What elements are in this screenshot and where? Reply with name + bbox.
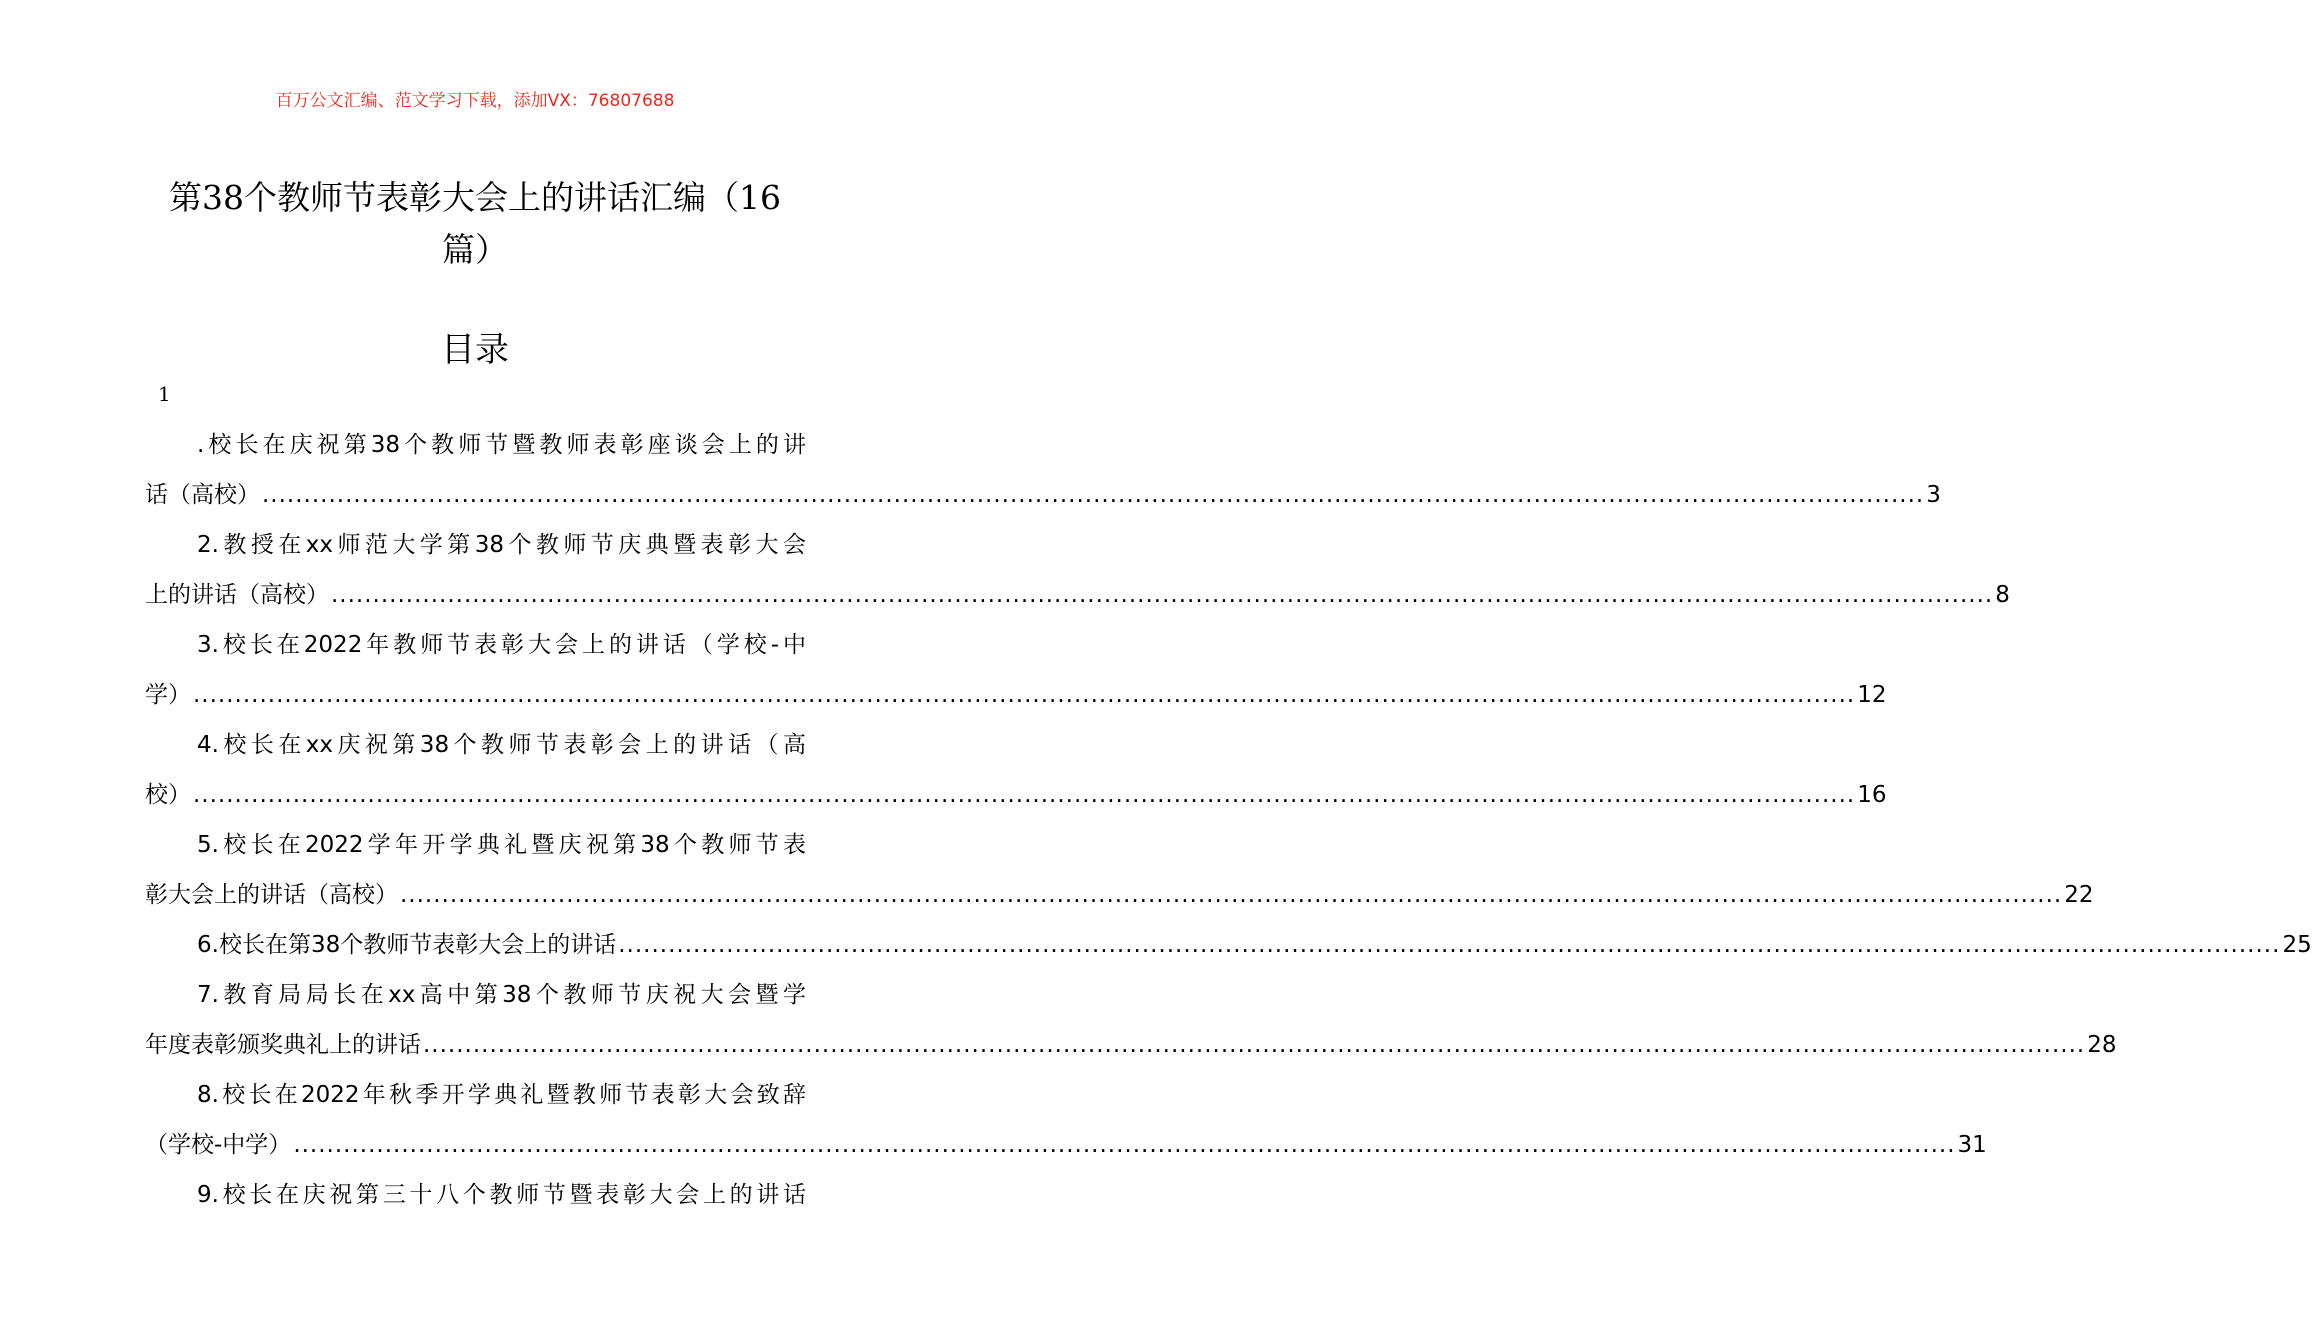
dot-leader: ........................................................................................................................................................................................................ bbox=[293, 1132, 1956, 1158]
toc-entry[interactable] bbox=[145, 820, 2094, 920]
toc-entry-title-continued: 学） bbox=[145, 682, 191, 708]
dot-leader: ........................................................................................................................................................................................................ bbox=[423, 1032, 2086, 1058]
toc-entry-title-continued: 彰大会上的讲话（高校） bbox=[145, 882, 398, 908]
toc-entry-title: 7.教育局局长在xx高中第38个教师节庆祝大会暨学 bbox=[197, 982, 806, 1008]
toc-entry[interactable] bbox=[145, 1170, 806, 1220]
toc-entry-title: .校长在庆祝第38个教师节暨教师表彰座谈会上的讲 bbox=[197, 432, 806, 458]
toc-entry-title-continued: 上的讲话（高校） bbox=[145, 582, 329, 608]
toc-entry[interactable] bbox=[145, 1070, 1987, 1170]
toc-page-number: 25 bbox=[2282, 932, 2312, 958]
toc-page-number: 3 bbox=[1926, 482, 1941, 508]
header-note: 百万公文汇编、范文学习下载，添加VX：76807688 bbox=[275, 91, 675, 111]
toc-page-number: 16 bbox=[1857, 782, 1887, 808]
toc-page-number: 8 bbox=[1995, 582, 2010, 608]
toc-entry-title: 8.校长在2022年秋季开学典礼暨教师节表彰大会致辞 bbox=[197, 1082, 806, 1108]
toc-entry-title-continued: 年度表彰颁奖典礼上的讲话 bbox=[145, 1032, 421, 1058]
toc-page-number: 28 bbox=[2087, 1032, 2117, 1058]
dot-leader: ........................................................................................................................................................................................................ bbox=[262, 482, 1925, 508]
toc-entry-title: 3.校长在2022年教师节表彰大会上的讲话（学校-中 bbox=[197, 632, 806, 658]
toc-entry[interactable] bbox=[145, 970, 2117, 1070]
toc-entry[interactable] bbox=[145, 720, 1887, 820]
dot-leader: ........................................................................................................................................................................................................ bbox=[400, 882, 2063, 908]
dot-leader: ........................................................................................................................................................................................................ bbox=[618, 932, 2281, 958]
page-number-label: 1 bbox=[158, 382, 171, 406]
toc-entry-title: 6.校长在第38个教师节表彰大会上的讲话 bbox=[197, 932, 617, 958]
toc-entry[interactable] bbox=[145, 620, 1887, 720]
toc-entry[interactable] bbox=[145, 520, 2010, 620]
dot-leader: ........................................................................................................................................................................................................ bbox=[331, 582, 1994, 608]
document-title: 第38个教师节表彰大会上的讲话汇编（16 篇） bbox=[169, 178, 781, 269]
toc-entry-title-continued: 校） bbox=[145, 782, 191, 808]
table-of-contents bbox=[145, 420, 2312, 1220]
dot-leader: ........................................................................................................................................................................................................ bbox=[193, 782, 1856, 808]
toc-entry-title: 5.校长在2022学年开学典礼暨庆祝第38个教师节表 bbox=[197, 832, 806, 858]
toc-entry-title: 4.校长在xx庆祝第38个教师节表彰会上的讲话（高 bbox=[197, 732, 806, 758]
toc-page-number: 31 bbox=[1957, 1132, 1987, 1158]
toc-entry[interactable] bbox=[145, 920, 2312, 970]
toc-page-number: 22 bbox=[2064, 882, 2094, 908]
toc-entry[interactable] bbox=[145, 420, 1941, 520]
toc-entry-title: 9.校长在庆祝第三十八个教师节暨表彰大会上的讲话 bbox=[197, 1182, 806, 1208]
toc-entry-title-continued: 话（高校） bbox=[145, 482, 260, 508]
toc-page-number: 12 bbox=[1857, 682, 1887, 708]
toc-entry-title-continued: （学校-中学） bbox=[145, 1132, 292, 1158]
toc-heading: 目录 bbox=[441, 330, 509, 370]
toc-entry-title: 2.教授在xx师范大学第38个教师节庆典暨表彰大会 bbox=[197, 532, 806, 558]
dot-leader: ........................................................................................................................................................................................................ bbox=[193, 682, 1856, 708]
